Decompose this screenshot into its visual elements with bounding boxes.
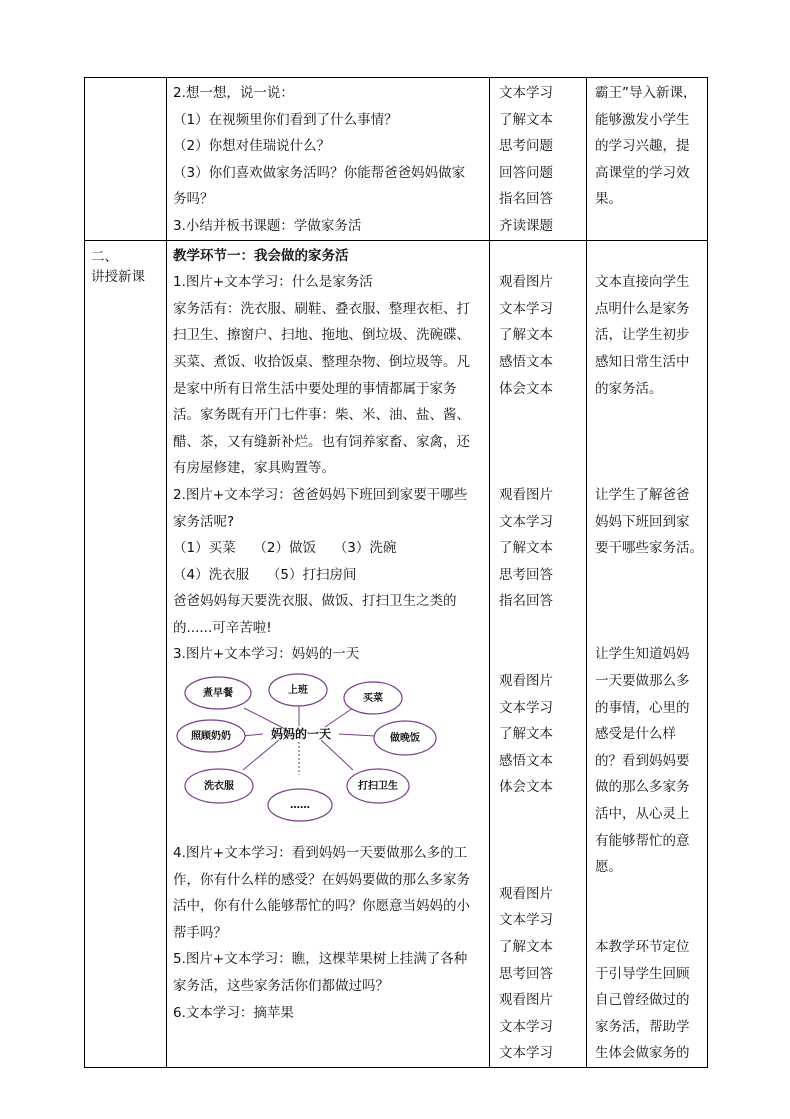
text-line: 回答问题 [499, 164, 553, 181]
text-line: 的事情，心里的 [595, 699, 690, 716]
text-line: 观看图片 [499, 885, 553, 902]
section-title: 讲授新课 [91, 268, 145, 285]
text-line: 妈妈下班回到家 [595, 513, 690, 530]
text-line: 活，让学生初步 [595, 327, 690, 344]
purpose-cell [587, 240, 708, 1067]
text-line: 了解文本 [499, 939, 553, 955]
text-line: 愿。 [595, 859, 622, 876]
text-line: 4.图片+文本学习：看到妈妈一天要做那么多的工 [173, 845, 468, 862]
text-line: 活中，你有什么能够帮忙的吗？你愿意当妈妈的小 [173, 898, 470, 915]
text-line: 了解文本 [499, 111, 553, 128]
table-row [85, 78, 708, 241]
text-line: 醋、茶，又有缝新补烂。也有饲养家畜、家禽，还 [173, 433, 470, 450]
text-line: 文本学习 [499, 699, 553, 716]
text-line: 做的那么多家务 [595, 779, 690, 796]
table-row [85, 240, 708, 1067]
text-line: 文本学习 [499, 1018, 553, 1035]
text-line: 观看图片 [499, 992, 553, 1009]
text-line: 3.小结并板书课题：学做家务活 [173, 217, 362, 234]
text-line: （2）你想对佳瑞说什么？ [173, 138, 331, 155]
text-line: 活。家务既有开门七件事：柴、米、油、盐、酱、 [173, 407, 470, 424]
diagram-center-label: 妈妈的一天 [270, 727, 332, 742]
text-line: 文本直接向学生 [595, 274, 690, 291]
node-care-grandma: 照顾奶奶 [191, 731, 231, 743]
text-line: 观看图片 [499, 486, 553, 503]
text-line: 3.图片+文本学习：妈妈的一天 [173, 646, 360, 663]
text-line: 文本学习 [499, 85, 553, 101]
text-line: 感悟文本 [499, 752, 553, 769]
text-line: 一天要做那么多 [595, 673, 690, 690]
text-line: 的......可辛苦啦! [173, 619, 272, 636]
text-line: 文本学习 [499, 513, 553, 530]
text-line: 思考回答 [499, 566, 553, 583]
section-heading: 教学环节一：我会做的家务活 [173, 247, 349, 264]
text-line: 作，你有什么样的感受？在妈妈要做的那么多家务 [173, 871, 470, 888]
text-line: 6.文本学习：摘苹果 [173, 1004, 294, 1021]
text-line: 高课堂的学习效 [595, 164, 690, 181]
text-line: 感受是什么样 [595, 726, 676, 743]
text-line: 务吗？ [173, 191, 214, 208]
text-line: 齐读课题 [499, 217, 553, 234]
text-line: 爸爸妈妈每天要洗衣服、做饭、打扫卫生之类的 [173, 593, 457, 610]
text-line: 文本学习 [499, 300, 553, 317]
text-line: 思考回答 [499, 965, 553, 982]
text-line: 有能够帮忙的意 [595, 832, 690, 849]
node-ellipsis: …… [290, 800, 310, 812]
text-line: 的？看到妈妈要 [595, 752, 690, 769]
text-line: 的家务活。 [595, 380, 663, 397]
text-line: 思考问题 [499, 138, 553, 155]
text-line: 了解文本 [499, 540, 553, 557]
node-buy-groceries: 买菜 [363, 693, 383, 705]
text-line: 观看图片 [499, 274, 553, 291]
section-cell [85, 240, 167, 1067]
text-line: 家务活有：洗衣服、刷鞋、叠衣服、整理衣柜、打 [173, 300, 470, 317]
node-cleaning: 打扫卫生 [358, 781, 398, 793]
text-line: 帮手吗？ [173, 924, 227, 941]
text-line: 了解文本 [499, 327, 553, 344]
text-line: 了解文本 [499, 726, 553, 743]
text-line: 体会文本 [499, 779, 553, 796]
activity-cell [490, 240, 587, 1067]
content-cell [167, 240, 490, 1067]
text-line: 买菜、煮饭、收拾饭桌、整理杂物、倒垃圾等。凡 [173, 353, 470, 370]
text-line: 让学生知道妈妈 [595, 646, 690, 663]
text-line: 本教学环节定位 [595, 939, 690, 955]
text-line: 观看图片 [499, 673, 553, 690]
text-line: 2.想一想，说一说： [173, 85, 294, 101]
lesson-plan-table [84, 77, 708, 1068]
text-line: 扫卫生、擦窗户、扫地、拖地、倒垃圾、洗碗碟、 [173, 327, 470, 344]
text-line: 感知日常生活中 [595, 353, 690, 370]
text-line: 果。 [595, 191, 622, 208]
node-cook-dinner: 做晚饭 [390, 733, 420, 745]
section-cell-empty [85, 78, 167, 241]
text-line: （3）你们喜欢做家务活吗？你能帮爸爸妈妈做家 [173, 164, 466, 181]
activity-cell [490, 78, 587, 241]
text-line: （1）买菜 （2）做饭 （3）洗碗 [173, 540, 397, 557]
content-cell [167, 78, 490, 241]
section-number: 二、 [91, 248, 118, 265]
text-line: 生体会做家务的 [595, 1045, 690, 1062]
text-line: 文本学习 [499, 1045, 553, 1062]
text-line: 家务活呢? [173, 513, 235, 530]
text-line: 让学生了解爸爸 [595, 486, 690, 503]
text-line: 要干哪些家务活。 [595, 540, 703, 557]
purpose-cell [587, 78, 708, 241]
text-line: 指名回答 [499, 593, 553, 610]
text-line: 家务活，帮助学 [595, 1018, 690, 1035]
text-line: 自己曾经做过的 [595, 992, 690, 1009]
text-line: 活中，从心灵上 [595, 806, 690, 823]
text-line: 的学习兴趣，提 [595, 138, 690, 155]
text-line: 5.图片+文本学习：瞧，这棵苹果树上挂满了各种 [173, 951, 468, 968]
text-line: 是家中所有日常生活中要处理的事情都属于家务 [173, 380, 457, 397]
text-line: 体会文本 [499, 380, 553, 397]
text-line: （4）洗衣服 （5）打扫房间 [173, 566, 357, 583]
node-wash-clothes: 洗衣服 [204, 781, 234, 793]
node-cook-breakfast: 煮早餐 [203, 688, 233, 700]
node-go-to-work: 上班 [288, 685, 308, 697]
text-line: 有房屋修建，家具购置等。 [173, 460, 335, 477]
text-line: 家务活，这些家务活你们都做过吗？ [173, 978, 389, 995]
text-line: 2.图片+文本学习：爸爸妈妈下班回到家要干哪些 [173, 486, 468, 503]
text-line: 点明什么是家务 [595, 300, 690, 317]
text-line: 文本学习 [499, 912, 553, 929]
text-line: 1.图片+文本学习：什么是家务活 [173, 274, 373, 291]
text-line: 霸王”导入新课， [595, 85, 697, 101]
text-line: 感悟文本 [499, 353, 553, 370]
text-line: 指名回答 [499, 191, 553, 208]
mind-map-diagram [173, 672, 443, 832]
text-line: （1）在视频里你们看到了什么事情？ [173, 111, 398, 128]
text-line: 能够激发小学生 [595, 111, 690, 128]
text-line: 于引导学生回顾 [595, 965, 690, 982]
